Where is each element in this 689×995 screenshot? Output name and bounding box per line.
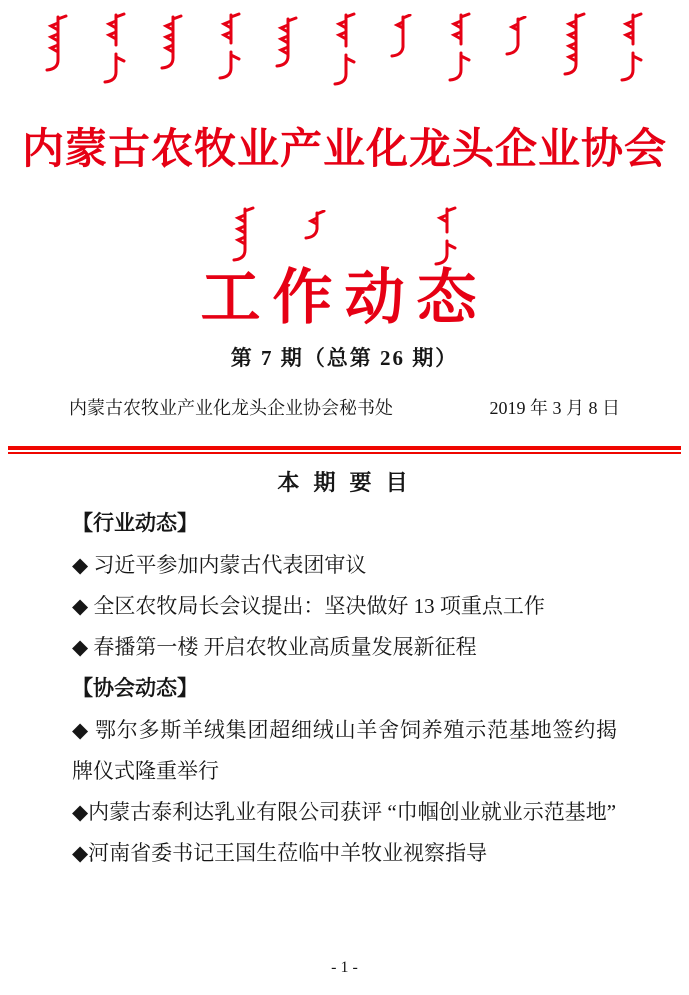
toc-item-text: 鄂尔多斯羊绒集团超细绒山羊舍饲养殖示范基地签约揭牌仪式隆重举行 bbox=[72, 718, 617, 784]
mongolian-script-glyph bbox=[159, 14, 185, 74]
bulletin-title: 工作动态 bbox=[200, 265, 489, 332]
red-divider-rule bbox=[8, 446, 681, 454]
mongolian-script-glyph bbox=[44, 14, 70, 76]
toc-item-text: 全区农牧局长会议提出：坚决做好 13 项重点工作 bbox=[93, 594, 545, 619]
mongolian-script-glyph bbox=[303, 210, 329, 242]
bullet-icon: ◆ bbox=[72, 718, 95, 743]
toc-item bbox=[72, 586, 617, 627]
toc-heading: 本 期 要 目 bbox=[277, 470, 412, 496]
bullet-icon: ◆ bbox=[72, 841, 89, 866]
toc-body bbox=[0, 503, 689, 874]
page-number: - 1 - bbox=[331, 959, 358, 976]
bullet-icon: ◆ bbox=[72, 800, 89, 825]
red-divider-thick-line bbox=[8, 446, 681, 450]
toc-item-text: 习近平参加内蒙古代表团审议 bbox=[93, 553, 367, 578]
toc-item bbox=[72, 627, 617, 668]
section-title-industry-news: 【行业动态】 bbox=[72, 512, 198, 536]
bullet-icon: ◆ bbox=[72, 594, 94, 619]
mongolian-script-glyph bbox=[433, 206, 459, 270]
mongolian-script-glyph bbox=[231, 206, 257, 266]
mongolian-script-glyph bbox=[332, 12, 358, 90]
mongolian-script-glyph bbox=[504, 16, 530, 58]
bullet-icon: ◆ bbox=[72, 635, 94, 660]
toc-item-text: 春播第一楼 开启农牧业高质量发展新征程 bbox=[93, 635, 477, 660]
publication-date: 2019 年 3 月 8 日 bbox=[489, 398, 620, 419]
red-divider-thin-line bbox=[8, 452, 681, 454]
mongolian-script-glyph bbox=[447, 12, 473, 86]
mongolian-script-banner-top bbox=[0, 12, 689, 94]
publisher-name: 内蒙古农牧业产业化龙头企业协会秘书处 bbox=[69, 398, 393, 419]
toc-item-text: 河南省委书记王国生莅临中羊牧业视察指导 bbox=[88, 841, 488, 866]
bullet-icon: ◆ bbox=[72, 553, 94, 578]
toc-item bbox=[72, 710, 617, 792]
mongolian-script-glyph bbox=[619, 12, 645, 86]
toc-item bbox=[72, 833, 617, 874]
mongolian-script-glyph bbox=[102, 12, 128, 88]
section-title-association-news: 【协会动态】 bbox=[72, 677, 198, 701]
publication-info-row bbox=[0, 394, 689, 420]
toc-item bbox=[72, 792, 617, 833]
mongolian-script-glyph bbox=[562, 12, 588, 80]
mongolian-script-glyph bbox=[217, 12, 243, 84]
organization-title: 内蒙古农牧业产业化龙头企业协会 bbox=[21, 127, 667, 174]
mongolian-script-glyph bbox=[274, 16, 300, 72]
mongolian-script-glyph bbox=[389, 14, 415, 60]
issue-number: 第 7 期（总第 26 期） bbox=[230, 346, 459, 371]
toc-item-text: 内蒙古泰利达乳业有限公司获评 “巾帼创业就业示范基地” bbox=[88, 800, 617, 825]
toc-item bbox=[72, 545, 617, 586]
